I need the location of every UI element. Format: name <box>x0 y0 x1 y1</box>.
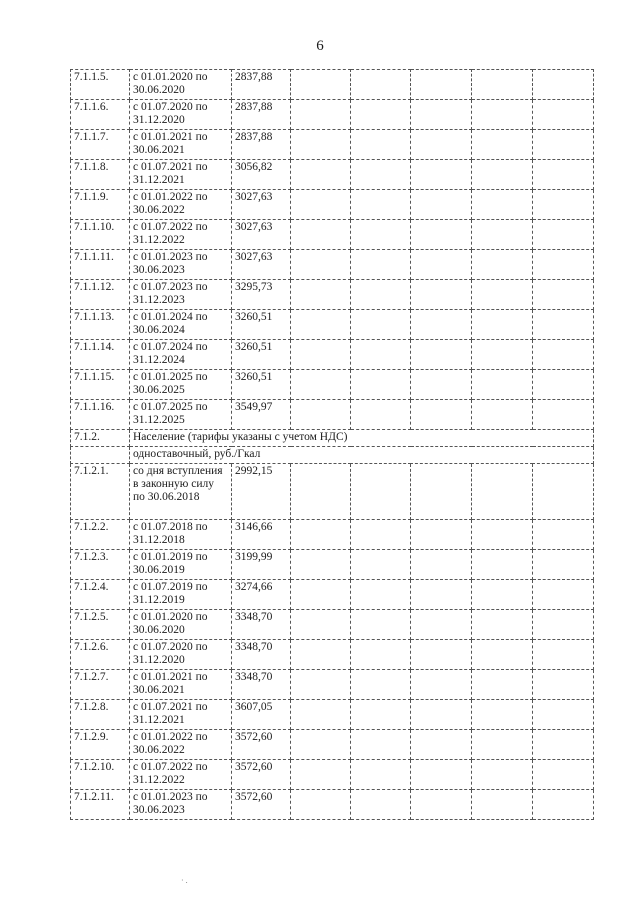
row-code: 7.1.1.9. <box>71 190 130 220</box>
empty-cell <box>291 340 351 370</box>
row-value: 2837,88 <box>232 70 291 100</box>
row-value: 3607,05 <box>232 700 291 730</box>
row-code: 7.1.1.13. <box>71 310 130 340</box>
row-period: с 01.07.2021 по 31.12.2021 <box>130 700 232 730</box>
empty-cell <box>351 310 411 340</box>
section-title: Население (тарифы указаны с учетом НДС) <box>130 430 594 447</box>
empty-cell <box>411 730 472 760</box>
empty-cell <box>533 220 594 250</box>
section-empty-cell <box>71 447 130 464</box>
empty-cell <box>411 100 472 130</box>
table-row <box>71 610 594 640</box>
empty-cell <box>351 580 411 610</box>
empty-cell <box>533 640 594 670</box>
empty-cell <box>411 190 472 220</box>
row-code: 7.1.2.1. <box>71 464 130 520</box>
empty-cell <box>411 160 472 190</box>
row-value: 3146,66 <box>232 520 291 550</box>
empty-cell <box>411 220 472 250</box>
empty-cell <box>472 70 533 100</box>
row-code: 7.1.2.5. <box>71 610 130 640</box>
empty-cell <box>291 640 351 670</box>
empty-cell <box>291 580 351 610</box>
scan-artifact: · . <box>181 876 188 885</box>
empty-cell <box>351 370 411 400</box>
row-period: с 01.07.2019 по 31.12.2019 <box>130 580 232 610</box>
row-code: 7.1.2.2. <box>71 520 130 550</box>
empty-cell <box>533 520 594 550</box>
empty-cell <box>291 790 351 820</box>
empty-cell <box>533 100 594 130</box>
empty-cell <box>533 760 594 790</box>
row-code: 7.1.1.5. <box>71 70 130 100</box>
empty-cell <box>351 730 411 760</box>
empty-cell <box>351 760 411 790</box>
row-period: с 01.07.2018 по 31.12.2018 <box>130 520 232 550</box>
row-value: 3027,63 <box>232 220 291 250</box>
empty-cell <box>533 130 594 160</box>
row-period: с 01.01.2024 по 30.06.2024 <box>130 310 232 340</box>
table-row <box>71 400 594 430</box>
empty-cell <box>472 220 533 250</box>
empty-cell <box>472 160 533 190</box>
row-period: с 01.07.2022 по 31.12.2022 <box>130 220 232 250</box>
empty-cell <box>472 700 533 730</box>
empty-cell <box>411 790 472 820</box>
table-row <box>71 464 594 520</box>
section-row <box>71 447 594 464</box>
row-period: с 01.07.2020 по 31.12.2020 <box>130 640 232 670</box>
empty-cell <box>411 310 472 340</box>
empty-cell <box>351 220 411 250</box>
empty-cell <box>411 400 472 430</box>
empty-cell <box>533 580 594 610</box>
empty-cell <box>291 400 351 430</box>
empty-cell <box>411 580 472 610</box>
row-code: 7.1.1.12. <box>71 280 130 310</box>
table-row <box>71 70 594 100</box>
row-value: 3199,99 <box>232 550 291 580</box>
subsection-title: одноставочный, руб./Гкал <box>130 447 594 464</box>
empty-cell <box>472 670 533 700</box>
row-period: с 01.01.2021 по 30.06.2021 <box>130 130 232 160</box>
empty-cell <box>351 190 411 220</box>
row-value: 3027,63 <box>232 190 291 220</box>
empty-cell <box>411 130 472 160</box>
row-code: 7.1.2.9. <box>71 730 130 760</box>
row-period: с 01.07.2023 по 31.12.2023 <box>130 280 232 310</box>
empty-cell <box>351 160 411 190</box>
empty-cell <box>472 400 533 430</box>
table-row <box>71 370 594 400</box>
row-period: с 01.07.2021 по 31.12.2021 <box>130 160 232 190</box>
empty-cell <box>291 670 351 700</box>
row-period: с 01.07.2022 по 31.12.2022 <box>130 760 232 790</box>
table-row <box>71 340 594 370</box>
row-value: 3295,73 <box>232 280 291 310</box>
table-row <box>71 760 594 790</box>
row-period: с 01.01.2022 по 30.06.2022 <box>130 190 232 220</box>
empty-cell <box>472 190 533 220</box>
row-value: 2837,88 <box>232 100 291 130</box>
row-period: с 01.07.2025 по 31.12.2025 <box>130 400 232 430</box>
empty-cell <box>533 400 594 430</box>
row-period: с 01.01.2022 по 30.06.2022 <box>130 730 232 760</box>
row-value: 3260,51 <box>232 370 291 400</box>
empty-cell <box>291 100 351 130</box>
empty-cell <box>291 190 351 220</box>
row-code: 7.1.1.11. <box>71 250 130 280</box>
empty-cell <box>472 280 533 310</box>
section-code: 7.1.2. <box>71 430 130 447</box>
row-code: 7.1.1.14. <box>71 340 130 370</box>
row-code: 7.1.1.10. <box>71 220 130 250</box>
empty-cell <box>472 520 533 550</box>
row-period: с 01.07.2024 по 31.12.2024 <box>130 340 232 370</box>
row-period: с 01.01.2023 по 30.06.2023 <box>130 250 232 280</box>
empty-cell <box>411 700 472 730</box>
empty-cell <box>351 280 411 310</box>
empty-cell <box>411 340 472 370</box>
empty-cell <box>291 464 351 520</box>
row-period: с 01.01.2021 по 30.06.2021 <box>130 670 232 700</box>
row-value: 3027,63 <box>232 250 291 280</box>
row-code: 7.1.1.15. <box>71 370 130 400</box>
empty-cell <box>291 760 351 790</box>
table-row <box>71 250 594 280</box>
row-code: 7.1.2.3. <box>71 550 130 580</box>
empty-cell <box>351 130 411 160</box>
empty-cell <box>351 700 411 730</box>
empty-cell <box>472 370 533 400</box>
row-value: 3348,70 <box>232 670 291 700</box>
empty-cell <box>291 520 351 550</box>
empty-cell <box>472 310 533 340</box>
row-code: 7.1.2.8. <box>71 700 130 730</box>
section-row <box>71 430 594 447</box>
empty-cell <box>472 580 533 610</box>
empty-cell <box>291 730 351 760</box>
empty-cell <box>351 340 411 370</box>
empty-cell <box>472 550 533 580</box>
row-code: 7.1.2.7. <box>71 670 130 700</box>
empty-cell <box>411 464 472 520</box>
empty-cell <box>533 700 594 730</box>
row-period: с 01.01.2020 по 30.06.2020 <box>130 70 232 100</box>
empty-cell <box>533 610 594 640</box>
empty-cell <box>291 370 351 400</box>
row-value: 2837,88 <box>232 130 291 160</box>
row-value: 2992,15 <box>232 464 291 520</box>
table-row <box>71 520 594 550</box>
row-period: с 01.01.2020 по 30.06.2020 <box>130 610 232 640</box>
empty-cell <box>291 550 351 580</box>
empty-cell <box>351 790 411 820</box>
empty-cell <box>411 550 472 580</box>
empty-cell <box>533 280 594 310</box>
table-row <box>71 280 594 310</box>
empty-cell <box>472 640 533 670</box>
row-value: 3056,82 <box>232 160 291 190</box>
empty-cell <box>351 400 411 430</box>
row-code: 7.1.1.7. <box>71 130 130 160</box>
empty-cell <box>411 370 472 400</box>
empty-cell <box>351 670 411 700</box>
empty-cell <box>533 340 594 370</box>
row-value: 3572,60 <box>232 760 291 790</box>
empty-cell <box>351 550 411 580</box>
row-value: 3260,51 <box>232 310 291 340</box>
row-value: 3348,70 <box>232 610 291 640</box>
row-period: с 01.01.2019 по 30.06.2019 <box>130 550 232 580</box>
empty-cell <box>472 760 533 790</box>
row-period: со дня вступления в законную силу по 30.06.2018 <box>130 464 232 520</box>
empty-cell <box>533 370 594 400</box>
empty-cell <box>351 100 411 130</box>
empty-cell <box>351 70 411 100</box>
empty-cell <box>533 250 594 280</box>
table-row <box>71 670 594 700</box>
empty-cell <box>351 640 411 670</box>
row-value: 3260,51 <box>232 340 291 370</box>
empty-cell <box>472 130 533 160</box>
empty-cell <box>411 760 472 790</box>
row-value: 3572,60 <box>232 730 291 760</box>
row-code: 7.1.2.4. <box>71 580 130 610</box>
empty-cell <box>411 70 472 100</box>
row-code: 7.1.1.6. <box>71 100 130 130</box>
table-row <box>71 550 594 580</box>
empty-cell <box>411 610 472 640</box>
row-period: с 01.07.2020 по 31.12.2020 <box>130 100 232 130</box>
empty-cell <box>351 520 411 550</box>
table-row <box>71 190 594 220</box>
empty-cell <box>472 610 533 640</box>
empty-cell <box>291 220 351 250</box>
empty-cell <box>533 310 594 340</box>
empty-cell <box>472 730 533 760</box>
table-row <box>71 160 594 190</box>
table-body <box>71 70 594 820</box>
empty-cell <box>411 670 472 700</box>
empty-cell <box>411 250 472 280</box>
empty-cell <box>291 160 351 190</box>
table-row <box>71 730 594 760</box>
empty-cell <box>533 160 594 190</box>
table-row <box>71 640 594 670</box>
row-value: 3348,70 <box>232 640 291 670</box>
row-value: 3274,66 <box>232 580 291 610</box>
empty-cell <box>411 280 472 310</box>
empty-cell <box>533 730 594 760</box>
table-row <box>71 310 594 340</box>
empty-cell <box>533 550 594 580</box>
row-period: с 01.01.2025 по 30.06.2025 <box>130 370 232 400</box>
empty-cell <box>533 464 594 520</box>
row-code: 7.1.2.11. <box>71 790 130 820</box>
empty-cell <box>533 670 594 700</box>
empty-cell <box>351 250 411 280</box>
row-period: с 01.01.2023 по 30.06.2023 <box>130 790 232 820</box>
empty-cell <box>533 70 594 100</box>
empty-cell <box>472 464 533 520</box>
tariff-table <box>70 69 594 820</box>
table-row <box>71 100 594 130</box>
row-code: 7.1.1.8. <box>71 160 130 190</box>
empty-cell <box>472 100 533 130</box>
empty-cell <box>291 130 351 160</box>
table-row <box>71 130 594 160</box>
table-row <box>71 580 594 610</box>
empty-cell <box>291 70 351 100</box>
empty-cell <box>411 520 472 550</box>
row-value: 3549,97 <box>232 400 291 430</box>
row-code: 7.1.2.6. <box>71 640 130 670</box>
table-row <box>71 220 594 250</box>
empty-cell <box>351 610 411 640</box>
row-code: 7.1.1.16. <box>71 400 130 430</box>
empty-cell <box>291 280 351 310</box>
empty-cell <box>291 700 351 730</box>
empty-cell <box>351 464 411 520</box>
empty-cell <box>291 610 351 640</box>
empty-cell <box>533 190 594 220</box>
empty-cell <box>291 310 351 340</box>
empty-cell <box>533 790 594 820</box>
empty-cell <box>472 250 533 280</box>
table-row <box>71 700 594 730</box>
empty-cell <box>472 340 533 370</box>
row-code: 7.1.2.10. <box>71 760 130 790</box>
empty-cell <box>472 790 533 820</box>
empty-cell <box>411 640 472 670</box>
page-number: 6 <box>316 38 324 54</box>
empty-cell <box>291 250 351 280</box>
row-value: 3572,60 <box>232 790 291 820</box>
table-row <box>71 790 594 820</box>
